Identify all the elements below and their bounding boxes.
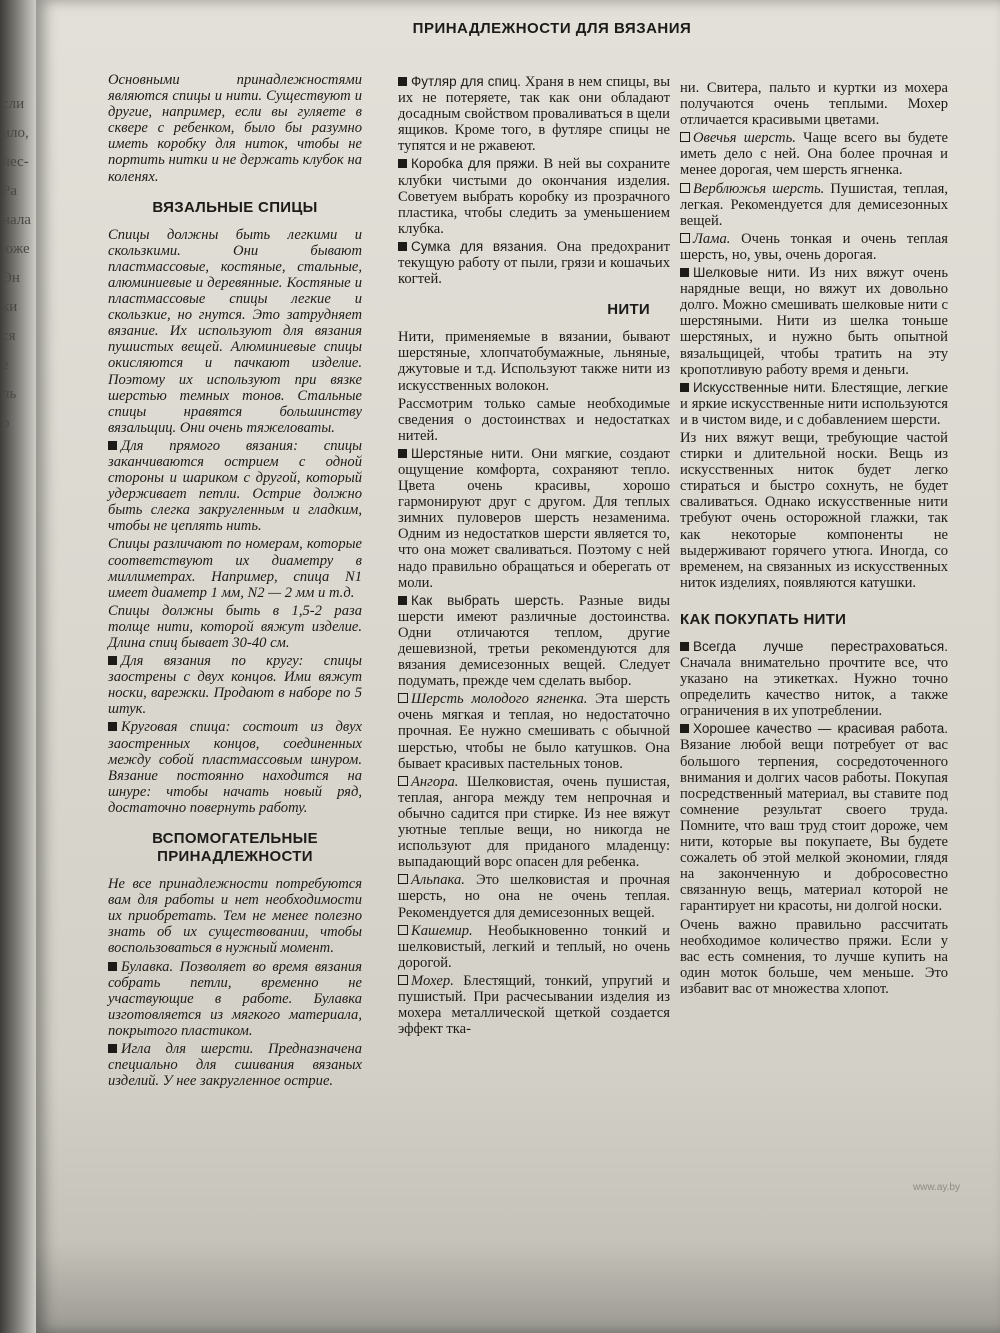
bullet-square-icon: [680, 268, 689, 277]
bullet-square-icon: [680, 724, 689, 733]
previous-page-fragment: ль: [2, 386, 17, 402]
wool-yarns-item: [398, 446, 670, 591]
item-lead: Верблюжья шерсть.: [693, 180, 825, 197]
item-lead: Круговая спица:: [121, 719, 231, 736]
item-text: Шелковистая, очень пушистая, теплая, ангора между тем непрочная и обычно садится при стирке. Из нее вяжут уютные теплые вещи, но никогда не используют для приданого младенцу: выпадающий ворс опасен для ребенка.: [398, 773, 670, 871]
item-lead: Мохер.: [411, 972, 454, 989]
item-lead: Шелковые нити.: [693, 265, 800, 281]
bullet-square-icon: [108, 962, 117, 971]
heading-how-to-buy-yarn: КАК ПОКУПАТЬ НИТИ: [680, 610, 847, 628]
previous-page-fragment: нес-: [2, 154, 29, 170]
item-text: Позволяет во время вязания собрать петли, временно не участвующие в работе. Булавка изготовляется из мягкого материала, покрытого пластиком.: [108, 958, 362, 1039]
item-text: Это шелковистая и прочная шерсть, но она не очень теплая. Рекомендуется для демисезонных вещей.: [398, 872, 670, 921]
bullet-box-icon: [398, 874, 408, 884]
intro-paragraph: Основными принадлежностями являются спицы и нити. Существуют и другие, например, если вы гуляете в сквере с ребенком, было бы разумно иметь коробку для ниток, чтобы не портить нитки и не держать клубок на коленях.: [108, 72, 362, 185]
item-text: Вязание любой вещи потребует от вас большого терпения, сосредоточенного внимания и долгих часов работы. Покупая посредственный материал, вы ставите под сомнение результат своего труда. Помните, что ваш труд стоит дороже, чем нити, которые вы покупаете, Вы будете сожалеть об этой мелкой экономии, глядя на законченную и добросовестно связанную вещь, материал которой не гарантирует ни красоты, ни долгой носки.: [680, 737, 948, 915]
circular-needle-item: [108, 719, 362, 816]
calculate-yarn-paragraph: Очень важно правильно рассчитать необходимое количество пряжи. Если у вас есть сомнения, то лучше купить на один моток больше, чем меньше. Это избавит вас от множества хлопот.: [680, 916, 948, 997]
synthetic-paragraph: Из них вяжут вещи, требующие частой стирки и длительной носки. Вещь из искусственных ниток будет легко стираться и быстро сохнуть, не будет сваливаться. Однако искусственные нити требуют очень осторожной глажки, так как некоторые компоненты не выдерживают горячего утюга. Иногда, со временем, на связанных из искусственных ниток изделиях, появляются катушки.: [680, 429, 948, 591]
mohair-item: [398, 973, 670, 1037]
needles-paragraph: Спицы должны быть легкими и скользкими. Они бывают пластмассовые, костяные, стальные, алюминиевые и деревянные. Костяные и пластмассовые спицы легкие и скользкие, но гнутся. Это затрудняет вязание. Их используют для вязания пушистых вещей. Алюминиевые спицы окисляются и пачкают изделие. Поэтому их используют при вязке шерстью темных тонов. Стальные спицы нравятся большинству вязальщиц. Они очень тяжеловаты.: [108, 226, 362, 436]
bullet-square-icon: [398, 449, 407, 458]
heading-accessories: ВСПОМОГАТЕЛЬНЫЕ ПРИНАДЛЕЖНОСТИ: [152, 830, 318, 866]
angora-item: [398, 774, 670, 871]
bullet-box-icon: [680, 132, 690, 142]
item-lead: Овечья шерсть.: [693, 130, 796, 147]
bullet-square-icon: [398, 242, 407, 251]
item-text: заканчиваются острием с одной стороны и шариком с другой, который удерживает петли. Острие должно быть слегка закругленным и гладким, чтобы не цеплять нить.: [108, 453, 362, 535]
item-lead: Искусственные нити.: [693, 379, 827, 395]
item-text: Блестящие, легкие и яркие искусственные нити используются и в чистом виде, и с добавлением шерсти.: [680, 379, 948, 428]
straight-needles-item: [108, 438, 362, 535]
previous-page-fragment: нала: [2, 212, 31, 228]
column-2: [398, 74, 670, 1039]
item-lead: Альпака.: [411, 872, 465, 889]
column-1: [108, 72, 362, 1091]
item-text: Очень тонкая и очень теплая шерсть, но, увы, очень дорогая.: [680, 230, 948, 263]
bullet-square-icon: [398, 159, 407, 168]
circular-knitting-item: [108, 653, 362, 717]
accessories-paragraph: Не все принадлежности потребуются вам для работы и нет необходимости их приобретать. Тем не менее полезно знать об их существовании, чтобы воспользоваться в нужный момент.: [108, 876, 362, 957]
item-lead: Всегда лучше перестраховаться.: [693, 638, 948, 654]
previous-page-fragment: Ра: [2, 183, 17, 199]
previous-page-fragment: о: [2, 415, 10, 431]
synthetic-yarns-item: [680, 380, 948, 428]
bullet-box-icon: [680, 183, 690, 193]
item-lead: Для вязания по кругу:: [121, 653, 304, 670]
bullet-box-icon: [398, 925, 408, 935]
item-text: Разные виды шерсти имеют различные достоинства. Одни отличаются теплом, другие дешевизной, третьи рекомендуются для вязания демисезонных вещей. Следует подумать, прежде чем сделать выбор.: [398, 592, 671, 690]
item-lead: Ангора.: [411, 773, 459, 790]
item-lead: Для прямого вязания: спицы: [121, 437, 362, 454]
bullet-box-icon: [398, 776, 408, 786]
previous-page-fragment: ся: [2, 328, 16, 344]
previous-page-fragment: юже: [2, 241, 30, 257]
bullet-square-icon: [108, 441, 117, 450]
previous-page-fragment: Эн: [2, 270, 20, 286]
wool-needle-item: [108, 1041, 362, 1089]
watermark: www.ay.by: [912, 1182, 960, 1193]
previous-page-fragment: е: [2, 357, 9, 373]
item-lead: Кашемир.: [411, 922, 473, 939]
previous-page-fragment: сли: [2, 96, 25, 112]
alpaca-item: [398, 872, 670, 920]
lambswool-item: [398, 691, 670, 771]
item-text: Эта шерсть очень мягкая и теплая, но недостаточно прочная. Ее нужно смешивать с обычной шерстью, чтобы не было катушков. Она бывает красивых пастельных тонов.: [398, 691, 670, 772]
bullet-square-icon: [108, 1044, 117, 1053]
bullet-box-icon: [398, 693, 408, 703]
item-text: Сначала внимательно прочтите все, что указано на этикетках. Нужно точно определить качество ниток, а также ограничения в их употреблении.: [680, 655, 948, 720]
yarn-box-item: [398, 156, 670, 236]
item-text: Предназначена специально для сшивания вязаных изделий. У нее закругленное острие.: [108, 1040, 362, 1090]
good-quality-item: [680, 721, 948, 914]
item-lead: Игла для шерсти.: [121, 1040, 254, 1057]
item-text: состоит из двух заостренных концов, соединенных между собой пластмассовым шнуром. Вязание постоянно находится на шнуре: чтобы начать новый ряд, достаточно повернуть работу.: [108, 719, 362, 816]
bullet-box-icon: [398, 975, 408, 985]
item-lead: Лама.: [693, 230, 731, 247]
item-text: Блестящий, тонкий, упругий и пушистый. При расчесывании изделия из мохера металлической щеткой создается эффект тка-: [398, 972, 670, 1038]
item-text: В ней вы сохраните клубки чистыми до окончания изделия. Советуем выбрать коробку из прозрачного пластика, чтобы следить за уменьшением клубка.: [398, 156, 670, 237]
previous-page-fragment: ки: [2, 299, 18, 315]
yarns-info-paragraph: Рассмотрим только самые необходимые сведения о достоинствах и недостатках нитей.: [398, 395, 670, 444]
silk-yarns-item: [680, 265, 948, 378]
item-text: Из них вяжут очень нарядные вещи, но вяжут их довольно долго. Можно смешивать шелковые нити с шерстяными. Нити из шелка тоньше шерстяных, и нужно быть опытной вязальщицей, чтобы тратить на эту кропотливую работу время и деньги.: [680, 265, 949, 378]
item-lead: Как выбрать шерсть.: [411, 592, 565, 608]
bullet-square-icon: [680, 383, 689, 392]
item-text: Они мягкие, создают ощущение комфорта, сохраняют тепло. Цвета очень красивы, хорошо гармонируют друг с другом. Для теплых зимних пуловеров шерсть незаменима. Одним из недостатков шерсти является то, что она может сваливаться. Поэтому с ней надо правильно обращаться и оберегать от моли.: [398, 445, 670, 591]
column-3: [680, 80, 948, 999]
item-lead: Булавка.: [121, 958, 174, 975]
item-text: Чаще всего вы будете иметь дело с ней. Она более прочная и менее дорогая, чем шерсть ягненка.: [680, 130, 949, 179]
item-lead: Шерстяные нити.: [411, 445, 524, 461]
choose-wool-item: [398, 593, 670, 690]
needle-case-item: [398, 74, 670, 154]
needle-sizes-paragraph: Спицы различают по номерам, которые соответствуют их диаметру в миллиметрах. Например, спица N1 имеет диаметр 1 мм, N2 — 2 мм и т.д.: [108, 536, 362, 601]
item-lead: Хорошее качество — красивая работа.: [693, 721, 948, 737]
bullet-square-icon: [398, 77, 407, 86]
item-text: спицы заострены с двух концов. Ими вяжут носки, варежки. Продают в наборе по 5 штук.: [108, 653, 362, 718]
item-lead: Сумка для вязания.: [411, 238, 548, 254]
needle-length-paragraph: Спицы должны быть в 1,5-2 раза толще нити, которой вяжут изделие. Длина спиц бывает 30-40 см.: [108, 602, 362, 651]
llama-item: [680, 231, 948, 263]
item-text: Храня в нем спицы, вы их не потеряете, так как они обладают досадным свойством проваливаться в щели ящиков. Кроме того, в футляре спицы не тупятся и не ржавеют.: [398, 74, 670, 155]
heading-knitting-needles: ВЯЗАЛЬНЫЕ СПИЦЫ: [152, 198, 318, 216]
pin-item: [108, 959, 362, 1039]
bullet-box-icon: [680, 233, 690, 243]
page-bottom-shadow: [36, 1243, 1000, 1333]
yarns-paragraph: Нити, применяемые в вязании, бывают шерстяные, хлопчатобумажные, льняные, джутовые и т.д. Используют также нити из искусственных волокон.: [398, 329, 670, 394]
bullet-square-icon: [108, 656, 117, 665]
bullet-square-icon: [680, 642, 689, 651]
camel-wool-item: [680, 181, 948, 229]
cashmere-item: [398, 923, 670, 971]
heading-yarns: НИТИ: [607, 301, 650, 319]
previous-page-fragment: ило,: [2, 125, 29, 141]
item-lead: Коробка для пряжи.: [411, 156, 539, 172]
item-lead: Шерсть молодого ягненка.: [411, 691, 588, 708]
item-lead: Футляр для спиц.: [411, 74, 521, 89]
reinsure-item: [680, 639, 948, 719]
bullet-square-icon: [108, 722, 117, 731]
previous-page-fragments: [0, 90, 32, 720]
knitting-bag-item: [398, 239, 670, 287]
item-text: Она предохранит текущую работу от пыли, грязи и кошачьих когтей.: [398, 238, 670, 288]
sheep-wool-item: [680, 130, 948, 178]
item-text: Необыкновенно тонкий и шелковистый, легкий и теплый, но очень дорогой.: [398, 922, 670, 971]
bullet-square-icon: [398, 596, 407, 605]
running-head: ПРИНАДЛЕЖНОСТИ ДЛЯ ВЯЗАНИЯ: [412, 20, 692, 37]
item-text: Пушистая, теплая, легкая. Рекомендуется для демисезонных вещей.: [680, 180, 948, 229]
mohair-continued-paragraph: ни. Свитера, пальто и куртки из мохера получаются очень теплыми. Мохер отличается красивыми цветами.: [680, 80, 948, 129]
